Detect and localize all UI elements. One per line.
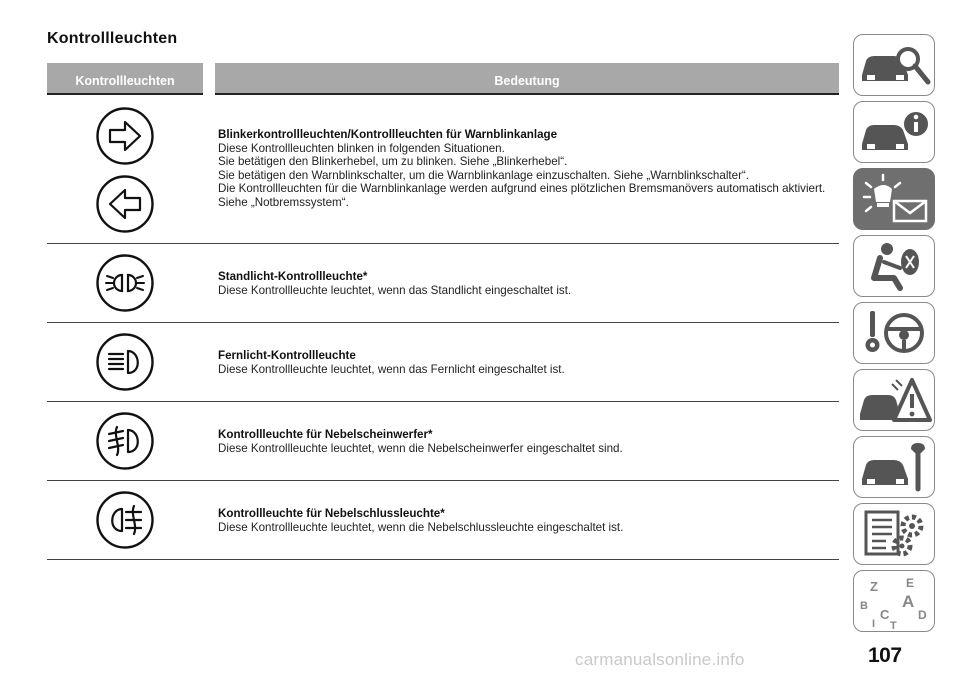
tab-technical-data[interactable]: [853, 503, 935, 565]
row-line: Diese Kontrollleuchte leuchtet, wenn das Fernlicht eingeschaltet ist.: [218, 362, 565, 376]
tab-starting-driving[interactable]: [853, 302, 935, 364]
front-fog-light-icon: [95, 411, 155, 471]
svg-text:C: C: [880, 607, 890, 622]
svg-text:E: E: [906, 576, 915, 590]
car-magnifier-icon: [854, 35, 936, 97]
tab-warning-lights[interactable]: [853, 168, 935, 230]
table-row-front-fog: [47, 402, 839, 481]
table-row-high-beam: [47, 323, 839, 402]
svg-text:T: T: [890, 620, 897, 632]
watermark-text: carmanualsonline.info: [575, 650, 745, 669]
row-description: [218, 507, 833, 534]
specs-gear-icon: [854, 504, 936, 566]
row-line: Sie betätigen den Warnblinkschalter, um die Warnblinkanlage einzuschalten. Siehe „Warnblinkschalter“.: [218, 168, 750, 182]
row-description: [218, 270, 833, 297]
car-crash-warning-icon: [854, 370, 936, 432]
page-title: Kontrollleuchten: [47, 30, 178, 47]
row-title: Kontrollleuchte für Nebelscheinwerfer*: [218, 428, 433, 441]
row-line: Diese Kontrollleuchte leuchtet, wenn das Standlicht eingeschaltet ist.: [218, 283, 572, 297]
warning-light-envelope-icon: [854, 169, 936, 231]
row-description: [218, 128, 833, 210]
column-header-meaning: Bedeutung: [494, 74, 560, 88]
row-line: Die Kontrollleuchten für die Warnblinkanlage werden aufgrund eines plötzlichen Bremsmanövers automatisch aktiviert. Siehe „Notbremssystem“.: [218, 182, 826, 209]
row-title: Kontrollleuchte für Nebelschlussleuchte*: [218, 507, 445, 520]
tab-emergency[interactable]: [853, 369, 935, 431]
tab-car-magnifier[interactable]: [853, 34, 935, 96]
svg-text:Z: Z: [870, 579, 878, 594]
alphabet-index-icon: [854, 571, 936, 633]
tab-car-info[interactable]: [853, 101, 935, 163]
parking-light-icon: [95, 253, 155, 313]
svg-text:A: A: [902, 592, 915, 611]
tab-maintenance[interactable]: [853, 436, 935, 498]
row-line: Diese Kontrollleuchten blinken in folgenden Situationen.: [218, 141, 505, 155]
svg-text:D: D: [918, 608, 927, 622]
table-row-parking-light: [47, 244, 839, 323]
row-line: Diese Kontrollleuchte leuchtet, wenn die Nebelscheinwerfer eingeschaltet sind.: [218, 441, 623, 455]
page-number: 107: [868, 644, 902, 667]
car-wrench-icon: [854, 437, 936, 499]
turn-left-arrow-icon: [95, 174, 155, 234]
turn-right-arrow-icon: [95, 106, 155, 166]
lamp-icons-cell: [47, 97, 203, 243]
row-line: Sie betätigen den Blinkerhebel, um zu blinken. Siehe „Blinkerhebel“.: [218, 155, 568, 169]
svg-text:I: I: [872, 618, 876, 630]
seat-airbag-icon: [854, 236, 936, 298]
table-row-rear-fog: [47, 481, 839, 560]
row-title: Standlicht-Kontrollleuchte*: [218, 270, 368, 283]
row-title: Blinkerkontrollleuchten/Kontrollleuchten für Warnblinkanlage: [218, 128, 558, 141]
column-divider: [203, 63, 215, 95]
tab-safety[interactable]: [853, 235, 935, 297]
key-steering-wheel-icon: [854, 303, 936, 365]
lamp-icons-cell: [47, 481, 203, 559]
table-header: [47, 63, 839, 95]
column-header-lamps: Kontrollleuchten: [75, 74, 175, 88]
tab-index[interactable]: [853, 570, 935, 632]
table-row-turn-signal: [47, 97, 839, 244]
high-beam-icon: [95, 332, 155, 392]
lamp-icons-cell: [47, 402, 203, 480]
car-info-icon: [854, 102, 936, 164]
svg-text:B: B: [860, 600, 868, 612]
row-description: [218, 428, 833, 455]
row-line: Diese Kontrollleuchte leuchtet, wenn die Nebelschlussleuchte eingeschaltet ist.: [218, 520, 624, 534]
rear-fog-light-icon: [95, 490, 155, 550]
row-title: Fernlicht-Kontrollleuchte: [218, 349, 356, 362]
row-description: [218, 349, 833, 376]
lamp-icons-cell: [47, 244, 203, 322]
lamp-icons-cell: [47, 323, 203, 401]
